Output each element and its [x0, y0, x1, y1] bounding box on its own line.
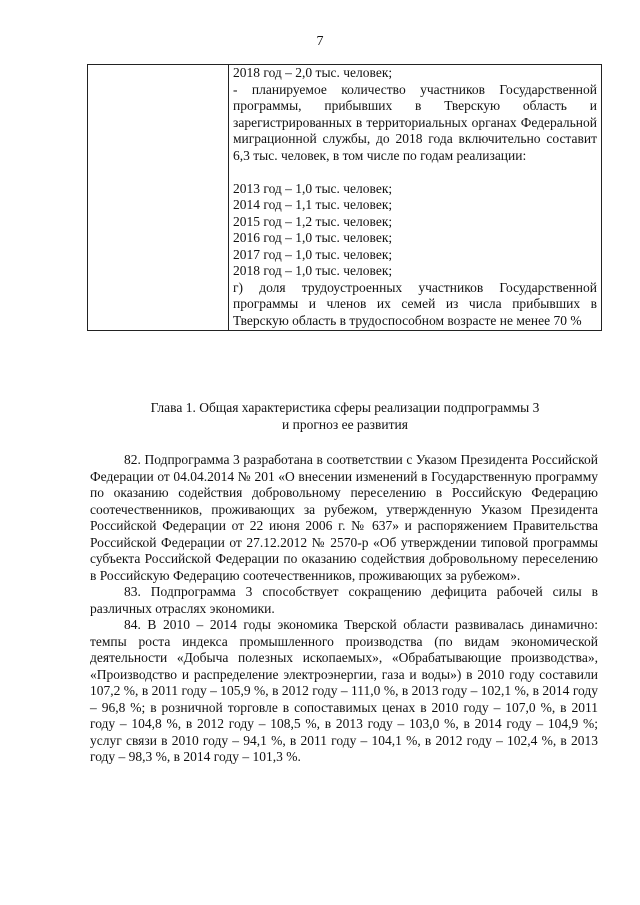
page-number: 7: [316, 34, 324, 49]
chapter-heading-line1: Глава 1. Общая характеристика сферы реализации подпрограммы 3: [150, 400, 540, 415]
table-left-cell: [88, 65, 229, 331]
table-right-cell: [229, 65, 602, 331]
table-line: 2018 год – 1,0 тыс. человек;: [233, 263, 393, 278]
paragraph-84: 84. В 2010 – 2014 годы экономика Тверской области развивалась динамично: темпы роста индекса промышленного производства (по видам экономической деятельности «Добыча полезных ископаемых», «Обрабатывающие производства», «Производство и распределение электроэнергии, газа и воды») в 2010 году составили 107,2 %, в 2011 году – 105,9 %, в 2012 году – 111,0 %, в 2013 году – 102,1 %, в 2014 году – 96,8 %; в розничной торговле в сопоставимых ценах в 2010 году – 107,0 %, в 2011 году – 104,8 %, в 2012 году – 108,5 %, в 2013 году – 103,0 %, в 2014 году – 104,9 %; услуг связи в 2010 году – 94,1 %, в 2011 году – 104,1 %, в 2012 году – 102,4 %, в 2013 году – 98,3 %, в 2014 году – 101,3 %.: [90, 617, 598, 764]
continued-table: [87, 64, 602, 331]
table-row: [88, 65, 602, 331]
table-line: 2015 год – 1,2 тыс. человек;: [233, 213, 393, 229]
table-line: 2014 год – 1,1 тыс. человек;: [233, 197, 393, 212]
chapter-heading-line2: и прогноз ее развития: [282, 416, 408, 432]
table-blank-line: [233, 164, 597, 181]
table-line: 2017 год – 1,0 тыс. человек;: [233, 246, 393, 262]
table-line: 2018 год – 2,0 тыс. человек;: [233, 65, 393, 80]
body-text: [90, 452, 598, 766]
paragraph-83: 83. Подпрограмма 3 способствует сокращению дефицита рабочей силы в различных отраслях экономики.: [90, 584, 598, 616]
paragraph-82: 82. Подпрограмма 3 разработана в соответствии с Указом Президента Российской Федерации от 04.04.2014 № 201 «О внесении изменений в Государственную программу по оказанию содействия добровольному переселению в Российскую Федерацию соотечественников, проживающих за рубежом, утвержденную Указом Президента Российской Федерации от 22 июня 2006 г. № 637» и распоряжением Правительства Российской Федерации от 27.12.2012 № 2570-р «Об утверждении типовой программы субъекта Российской Федерации по оказанию содействия добровольному переселению в Российскую Федерацию соотечественников, проживающих за рубежом».: [90, 452, 598, 583]
chapter-heading: [90, 400, 600, 433]
table-line: 2013 год – 1,0 тыс. человек;: [233, 180, 393, 196]
table-line: - планируемое количество участников Государственной программы, прибывших в Тверскую область и зарегистрированных в территориальных органах Федеральной миграционной службы, до 2018 года включительно составит 6,3 тыс. человек, в том числе по годам реализации:: [233, 81, 597, 163]
table-line: г) доля трудоустроенных участников Государственной программы и членов их семей из числа прибывших в Тверскую область в трудоспособном возрасте не менее 70 %: [233, 279, 597, 328]
table-line: 2016 год – 1,0 тыс. человек;: [233, 230, 393, 245]
